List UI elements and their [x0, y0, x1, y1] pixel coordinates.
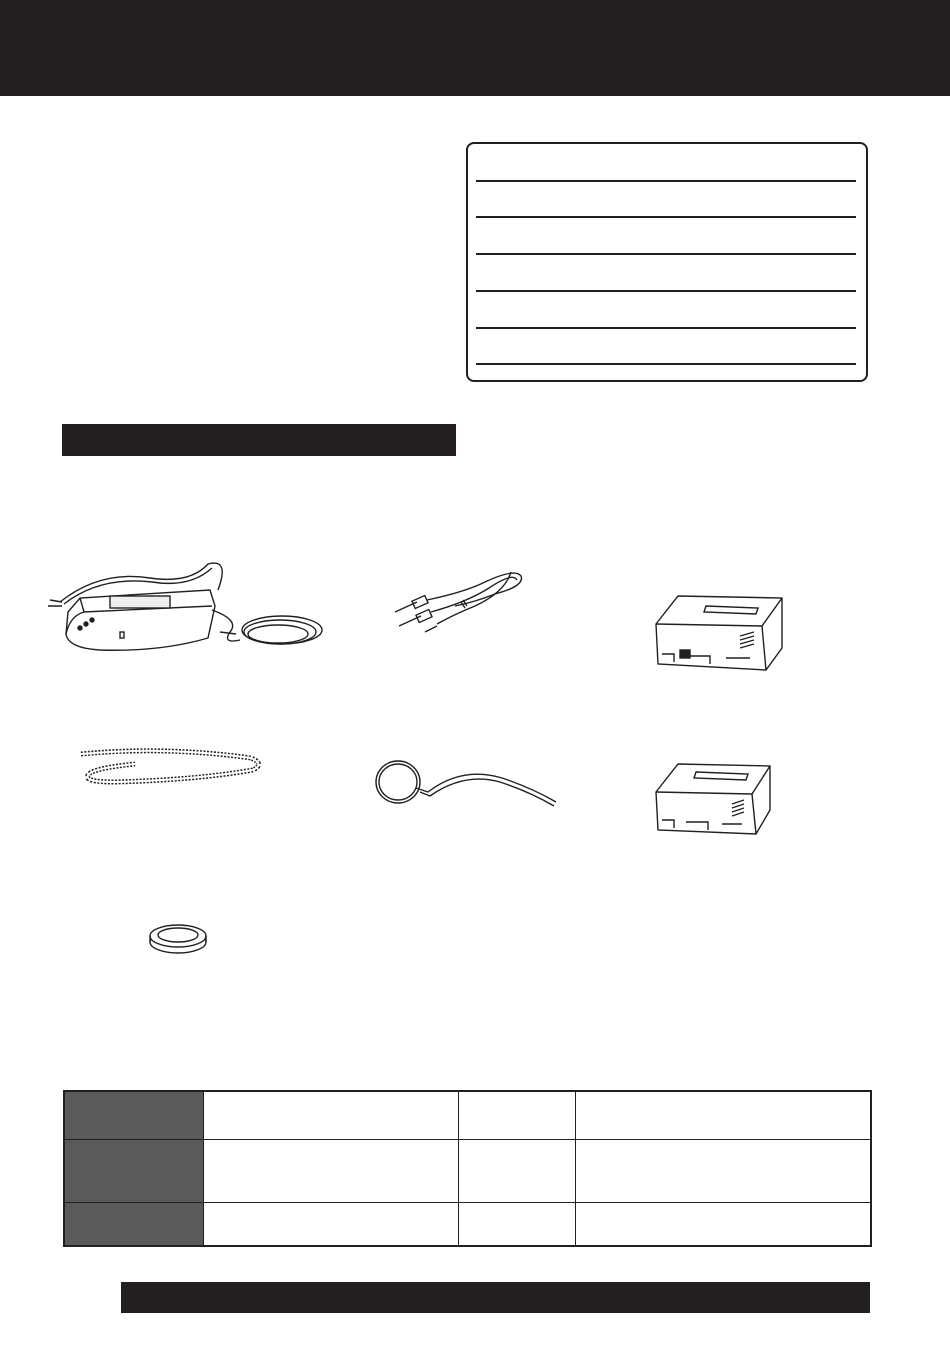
- table-cell: [203, 1202, 458, 1246]
- shoulder-strap-icon: [75, 744, 265, 792]
- table-cell: [575, 1202, 871, 1246]
- spec-table: [63, 1090, 872, 1247]
- record-line: [476, 363, 856, 365]
- table-cell: [575, 1091, 871, 1139]
- ac-adaptor-icon: [40, 560, 330, 660]
- table-row: [64, 1091, 871, 1139]
- record-box: [466, 142, 868, 382]
- battery-pack-large-icon: [652, 758, 777, 838]
- table-cell: [458, 1139, 575, 1202]
- record-line: [476, 180, 856, 182]
- battery-pack-small-icon: [650, 588, 790, 673]
- table-cell: [458, 1202, 575, 1246]
- table-cell: [203, 1139, 458, 1202]
- table-cell: [203, 1091, 458, 1139]
- table-cell: [458, 1091, 575, 1139]
- av-cable-icon: [385, 562, 535, 652]
- lithium-battery-icon: [146, 920, 210, 956]
- record-line: [476, 290, 856, 292]
- table-row: [64, 1139, 871, 1202]
- table-cell: [575, 1139, 871, 1202]
- table-row-header-cell: [64, 1091, 203, 1139]
- record-line: [476, 327, 856, 329]
- table-row: [64, 1202, 871, 1246]
- table-row-header-cell: [64, 1202, 203, 1246]
- table-row-header-cell: [64, 1139, 203, 1202]
- section-heading-bar: [62, 424, 456, 456]
- lens-cap-icon: [372, 752, 562, 812]
- record-line: [476, 216, 856, 218]
- footer-bar: [121, 1282, 870, 1313]
- header-bar: [0, 0, 950, 96]
- record-line: [476, 253, 856, 255]
